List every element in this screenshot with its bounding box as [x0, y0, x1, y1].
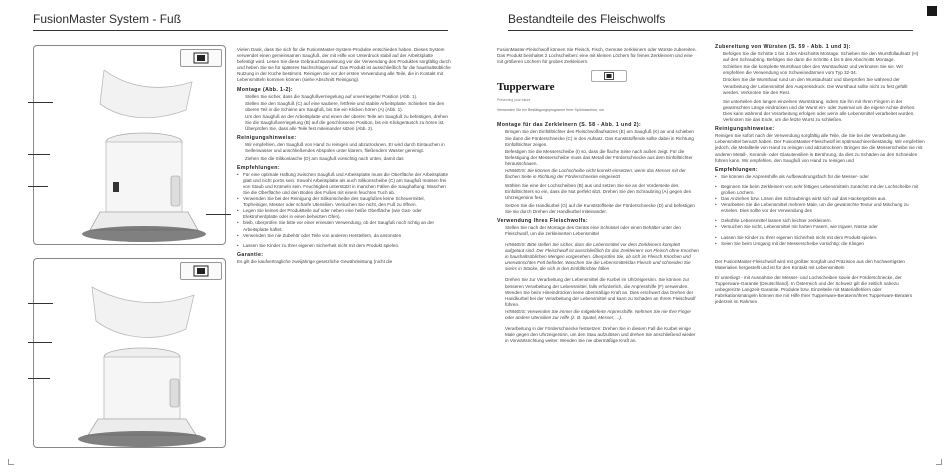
right-page-title: Bestandteile des Fleischwolfs [508, 12, 666, 26]
callout-line [28, 303, 53, 304]
list-item: • Seien Sie beim Umgang mit der Messerscheibe vorsichtig: die Klingen [715, 241, 925, 247]
verwendung-heading: Verwendung Ihres Fleischwolfs: [497, 217, 588, 224]
list-item: • Legen Sie keines der Produktteile auf oder neben eine heiße Oberfläche (wie Gas- oder Elektroherdplatte oder in einen beheizten Ofen). [237, 208, 451, 220]
list-item: • Verarbeiten Sie die Lebensmittel mehrere Male, um die gewünschte Textur und Mischung zu erzielen. Dies sollte vor der Verwendung des [715, 202, 925, 214]
brand-block [497, 69, 699, 105]
list-item: • Lassen Sie Kinder zu Ihrer eigenen Sicherheit nicht mit dem Produkt spielen. [237, 243, 451, 249]
brand-note: Verwenden Sie ein Bestätigungsprogramm Ihrer Spülmaschine, um [497, 108, 605, 113]
list-item: • Versuchen Sie nicht, Lebensmittel mit harten Fasern, wie Ingwer, Nüsse oder [715, 224, 925, 230]
corner-mark [8, 459, 14, 465]
right-text-column-2 [715, 44, 925, 306]
page-marker-square [927, 6, 937, 16]
callout-line [28, 154, 50, 155]
suction-foot-icon [193, 52, 209, 64]
callout-line [28, 342, 52, 343]
callout-line [206, 214, 231, 215]
brand-logo: Tupperware [497, 81, 555, 94]
reinigung-heading: Reinigungshinweise: [715, 126, 775, 133]
right-page [475, 0, 950, 475]
empfehlungen-heading: Empfehlungen: [715, 166, 758, 173]
left-text-column [237, 47, 451, 266]
closing-paragraph: Er unterliegt - mit Ausnahme der Messer- und Lochscheiben sowie der Förderschnecke, der Tupperware-Garantie (Deutschland). In Österreich und der Schweiz gilt die zeitlich nahezu unbegrenzte Langzeit-Garantie. Produkte bzw. Einzelteile mit Materialfehlern oder Fabrikationsmängeln können Sie mit Hilfe Ihrer Tupperware-Beraterin/Ihres Tupperware-Beraters jederzeit im Rahmen [715, 274, 913, 305]
reinigung-heading: Reinigungshinweise: [237, 135, 297, 142]
suction-foot-illustration-2 [34, 281, 226, 448]
list-item: • Gekühlte Lebensmittel lassen sich leichter zerkleinern. [715, 218, 925, 224]
montage-step: Stellen Sie sicher, dass die Saugfußverriegelung auf unverriegelter Position (Abb. 1). [245, 93, 418, 99]
wuerste-step: Befolgen Sie die Schritte 1 bis 3 des Abschnitts Montage. Schieben Sie den Wurstfüllaufsatz (H) auf den Schraubring. Befolgen Sie dann die Schritte 4 bis 5 des Abschnitts Montage. [723, 51, 919, 63]
reinigung-paragraph: Reinigen Sie sofort nach der Verwendung sorgfältig alle Teile, die Sie bei der Verarbeitung der Lebensmittel benutzt haben. Der FusionMaster-Fleischwolf ist spülmaschinenbeständig. Wir empfehlen jedoch, die Metallteile von Hand zu reinigen und abzutrocknen. Bringen Sie die Messerscheibe nie mit anderen Metall-, Keramik- oder Glasutensilien in Berührung, da dies zu Schäden an den Schneiden führen kann. Wir empfehlen, den Saugfuß von Hand zu reinigen und [715, 133, 925, 163]
closing-paragraph: Der FusionMaster-Fleischwolf wird mit größter Sorgfalt und Präzision aus den hochwertigsten Materialien hergestellt und ist für den Kontakt mit Lebensmitteln [715, 258, 905, 270]
zerkleinern-step: Wählen Sie eine der Lochscheiben (B) aus und setzen Sie sie an der Vorderseite des Einfülltrichters so ein, dass die Nut perfekt sitzt. Drehen Sie den Schraubring (A) gegen den Uhrzeigersinn fest. [505, 183, 692, 201]
suction-foot-illustration-1 [34, 70, 226, 245]
right-text-column-1 [497, 47, 699, 345]
verwendung-note: HINWEIS: Bitte stellen Sie sicher, dass die Lebensmittel vor dem Zerkleinern komplett aufgetaut sind. Der Fleischwolf ist ausschließlich für das Zerkleinern von Fleisch ohne Knochen in haushaltsüblichen Mengen vorgesehen. Überprüfen Sie, ob sich im Fleisch Knochen und unerwünschtes Fett befindet. Waschen Sie die Lebensmittel/das Fleisch und schneiden Sie sie/es in Stücke, die sich in den Einfülltrichter füllen [505, 241, 699, 272]
reinigung-paragraph: Ziehen Sie die Silikonlasche (D) am Saugfuß vorsichtig nach unten, damit das [245, 155, 404, 161]
intro-paragraph: Vielen Dank, dass Sie sich für die FusionMaster-System-Produkte entschieden haben. Dieses System verwendet einen gemeinsamen Saugfuß, der mit Hilfe von Unterdruck stabil auf der Arbeitsplatte befestigt wird. Lesen Sie diese Gebrauchsanweisung vor der Verwendung des Produktes sorgfältig durch und heben Sie sie für späteres Nachschlagen auf. Das Produkt ist ausschließlich für die haushaltsübliche Nutzung in der Küche bestimmt. Reinigen Sie vor der ersten Verwendung alle Teile, die in Kontakt mit Lebensmitteln kommen können (siehe Abschnitt Reinigung). [237, 47, 451, 83]
list-item: • Verwenden Sie bei der Reinigung der Silikonscheibe des Saugfußes keine Scheuermittel, Topfreiniger, Messer oder scharfe Utensilien. Versuchen Sie nicht, den Fuß zu öffnen. [237, 196, 451, 208]
lock-icon [193, 265, 209, 277]
montage-heading: Montage (Abb. 1-2): [237, 86, 294, 93]
list-item: • bleib, überprüfen Sie bitte vor einer erneuten Verwendung, ob der Saugfuß noch richtig an der Arbeitsplatte haftet. [237, 220, 451, 232]
brand-tagline: Preserving your future [497, 98, 531, 103]
list-item: • Beginnen Sie beim Zerkleinern von sehr fettigen Lebensmitteln zunächst mit der Lochscheibe mit großen Löchern. [715, 184, 925, 196]
callout-line [28, 378, 50, 379]
list-item: • Sie können die Anpresshilfe als Aufbewahrungsfach für die Messer- oder [715, 174, 925, 180]
verwendung-step: Stellen Sie nach der Montage des Geräts eine Schüssel oder einen Behälter unter den Fleischwolf, um die zerkleinerten Lebensmittel [505, 224, 681, 236]
corner-mark [936, 459, 942, 465]
empfehlungen-list [715, 174, 925, 247]
figure-2-panel [33, 258, 226, 448]
verwendung-note: HINWEIS: Verwenden Sie immer die mitgelieferte Anpresshilfe. Nehmen Sie nie Ihre Finger oder andere Utensilien zur Hilfe (z. B. Spatel, Messer, ...). [505, 308, 692, 320]
wuerste-heading: Zubereitung von Würsten (S. 59 - Abb. 1 und 3): [715, 44, 851, 50]
wuerste-step: Sie unterteilen den langen einzelnen Wurststrang, indem Sie ihn mit Ihren Fingern in der gewünschten Länge eindrücken und die Wurst ein- oder zweimal um die eigene Achse drehen. Dies kann während der Verarbeitung erfolgen oder wenn alle Lebensmittel verarbeitet wurden. Verknoten Sie das Ende, um die letzte Wurst zu schließen. [723, 98, 916, 123]
empfehlungen-heading: Empfehlungen: [237, 164, 280, 171]
verwendung-step: Drehen Sie zur Verarbeitung der Lebensmittel die Kurbel im Uhrzeigersinn. Sie können zur besseren Verarbeitung der Lebensmittel, falls erforderlich, die Anpresshilfe (F) verwenden. Wenden Sie beim Hineindrücken keine übermäßige Kraft an. Dies erschwert das Drehen der Handkurbel bei der Verarbeitung der Lebensmittel und kann zu Schäden an Ihrem Fleischwolf führen. [505, 277, 696, 307]
list-item: • Verwenden Sie nie Zubehör oder Teile von anderen Herstellern, da ansonsten [237, 233, 451, 239]
list-item: • Für eine optimale Haftung zwischen Saugfuß und Arbeitsplatte muss die Oberfläche der Arbeitsplatte glatt und nicht porös sein. Sowohl Arbeitsplatte als auch Silikonscheibe (C) am Saugfuß müssen frei von Staub und Krümeln sein. Feuchtigkeit unterstützt in manchen Fällen die Saughaftung: Waschen Sie die Oberfläche und den Boden des Fußes mit einem feuchten Tuch ab. [237, 172, 451, 196]
left-title-rule [33, 30, 448, 31]
reinigung-paragraph: Wir empfehlen, den Saugfuß von Hand zu reinigen und abzutrocknen. Er wird durch Eintauchen in Seifenwasser und anschließendes Abspülen unter klarem, fließendem Wasser gereinigt. [245, 142, 445, 154]
left-page-title: FusionMaster System - Fuß [33, 12, 182, 26]
verwendung-step: Verarbeitung in der Förderschnecke festsetzen: Drehen Sie in diesem Fall die Kurbel einige Male gegen den Uhrzeigersinn, um den Stau aufzulösen und drehen Sie anschließend wieder in Vorwärtsrichtung weiter. Wenden Sie nie übermäßige Kraft an. [505, 326, 696, 344]
wuerste-step: Schieben Sie die komplette Wursthaut über den Wurstaufsatz und verknoten Sie sie. Wir empfehlen die Verwendung von Schweinedärmen vom Typ 32-34. [723, 64, 904, 76]
intro-paragraph: FusionMaster-Fleischwolf können Sie Fleisch, Fisch, Gemüse zerkleinern oder Würste zubereiten. Das Produkt beinhaltet 2 Lochscheiben: eine mit kleinen Löchern für feines Zerkleinern und eine mit größeren Löchern für grobes Zerkleinern. [497, 47, 697, 65]
right-title-rule [508, 30, 913, 31]
montage-step: Stellen Sie den Saugfuß (C) auf eine saubere, fettfreie und stabile Arbeitsplatte. Schieben Sie den oberen Teil in die Schiene am Saugfuß, bis Sie ein Klicken hören (A) (Abb. 1). [245, 100, 445, 112]
figure-1-panel [33, 45, 226, 245]
garantie-paragraph: Es gilt die kaufvertragliche zweijährige gesetzliche Gewährleistung (nicht die [237, 258, 393, 264]
empfehlungen-list [237, 172, 451, 249]
list-item: • Lassen Sie Kinder zu Ihrer eigenen Sicherheit nicht mit dem Produkt spielen. [715, 235, 925, 241]
callout-line [28, 186, 48, 187]
zerkleinern-heading: Montage für das Zerkleinern (S. 58 - Abb. 1 und 2): [497, 122, 642, 129]
lock-icon [604, 72, 614, 80]
zerkleinern-note: HINWEIS: Sie können die Lochscheibe nicht korrekt einsetzen, wenn das Messer mit der flachen Seite in Richtung der Förderschnecke eingesetzt [505, 168, 686, 180]
zerkleinern-step: Befestigen Sie die Messerscheibe (I) so, dass die flache Seite nach außen zeigt. Für die Befestigung der Messerscheibe muss das Metall der Förderschnecke aus dem Einfülltrichter herausschauen. [505, 148, 693, 166]
zerkleinern-step: Bringen Sie den Einfülltrichter des Fleischwolfaufsatzes (E) am Saugfuß (K) an und schieben Sie dann die Förderschnecke (C) in den Aufsatz. Das Kunststoffende sollte dabei in Richtung Einfülltrichter zeigen. [505, 129, 694, 147]
list-item: • Das Anziehen bzw. Lösen des Schraubrings wirkt sich auf das Hackergebnis aus. [715, 196, 925, 202]
callout-line [28, 102, 53, 103]
garantie-heading: Garantie: [237, 251, 264, 258]
wuerste-step: Drücken Sie die Wursthaut rund um den Wurstaufsatz und überprüfen Sie während der Verarbeitung der Lebensmittel den Auspressdruck. Die Wursthaut sollte nicht zu fest gefüllt werden. Verknoten Sie den Rest. [723, 77, 908, 95]
zerkleinern-step: Setzen Sie die Handkurbel (G) auf die Kunststoffseite der Förderschnecke (D) und befestigen Sie sie durch Drehen der Handkurbel miteinander. [505, 202, 695, 214]
montage-step: Um den Saugfuß an der Arbeitsplatte und einen der oberen Teile am Saugfuß zu befestigen, drehen Sie die Saugfußverriegelung (B) auf die geschlossene Position, bis ein Klickgeräusch zu hören ist. Überprüfen Sie, dass alle Teile fest miteinander sitzen (Abb. 2). [245, 113, 448, 132]
